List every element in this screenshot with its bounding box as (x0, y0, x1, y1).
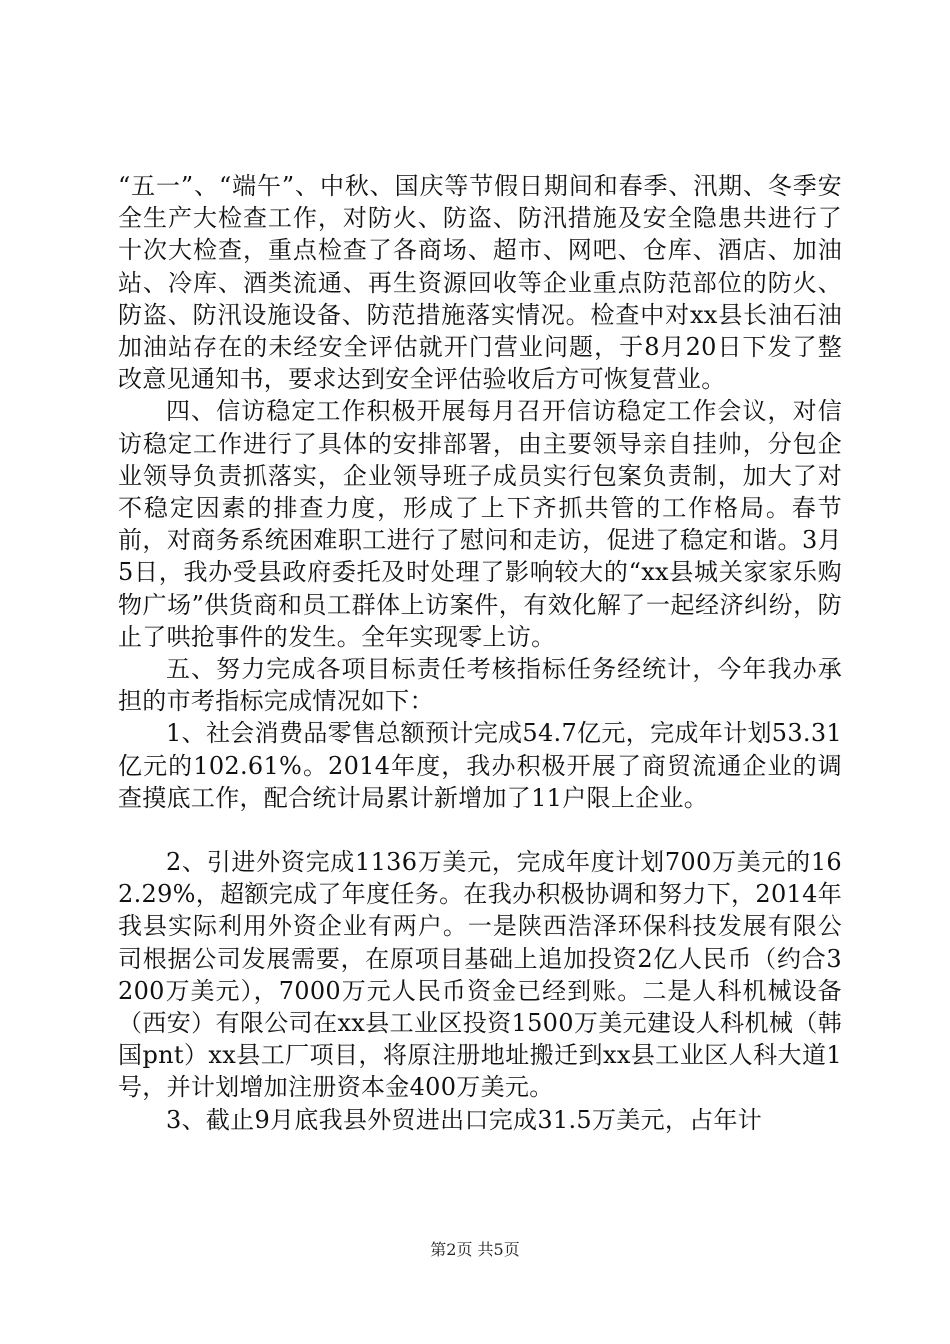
paragraph-petition-stability: 四、信访稳定工作积极开展每月召开信访稳定工作会议，对信访稳定工作进行了具体的安排部署，由主要领导亲自挂帅，分包企业领导负责抓落实，企业领导班子成员实行包案负责制，加大了对不稳定因素的排查力度，形成了上下齐抓共管的工作格局。春节前，对商务系统困难职工进行了慰问和走访，促进了稳定和谐。3月5日，我办受县政府委托及时处理了影响较大的“xx县城关家家乐购物广场”供货商和员工群体上访案件，有效化解了一起经济纠纷，防止了哄抢事件的发生。全年实现零上访。 (118, 397, 842, 651)
page-footer: 第2页 共5页 (430, 1240, 520, 1259)
paragraph-foreign-trade: 3、截止9月底我县外贸进出口完成31.5万美元，占年计 (166, 1105, 763, 1134)
paragraph-foreign-investment: 2、引进外资完成1136万美元，完成年度计划700万美元的162.29%，超额完成了年度任务。在我办积极协调和努力下，2014年我县实际利用外资企业有两户。一是陕西浩泽环保科技发展有限公司根据公司发展需要，在原项目基础上追加投资2亿人民币（约合3200万美元），7000万元人民币资金已经到账。二是人科机械设备（西安）有限公司在xx县工业区投资1500万美元建设人科机械（韩国pnt）xx县工厂项目，将原注册地址搬迁到xx县工业区人科大道1号，并计划增加注册资本金400万美元。 (118, 848, 842, 1102)
paragraph-safety-inspection: “五一”、“端午”、中秋、国庆等节假日期间和春季、汛期、冬季安全生产大检查工作，对防火、防盗、防汛措施及安全隐患共进行了十次大检查，重点检查了各商场、超市、网吧、仓库、酒店、加油站、冷库、酒类流通、再生资源回收等企业重点防范部位的防火、防盗、防汛设施设备、防范措施落实情况。检查中对xx县长油石油加油站存在的未经安全评估就开门营业问题，于8月20日下发了整改意见通知书，要求达到安全评估验收后方可恢复营业。 (118, 172, 842, 394)
paragraph-retail-sales: 1、社会消费品零售总额预计完成54.7亿元，完成年计划53.31亿元的102.61%。2014年度，我办积极开展了商贸流通企业的调查摸底工作，配合统计局累计新增加了11户限上企业。 (118, 719, 842, 812)
document-body (118, 170, 842, 1136)
paragraph-target-tasks: 五、努力完成各项目标责任考核指标任务经统计，今年我办承担的市考指标完成情况如下： (118, 655, 842, 716)
